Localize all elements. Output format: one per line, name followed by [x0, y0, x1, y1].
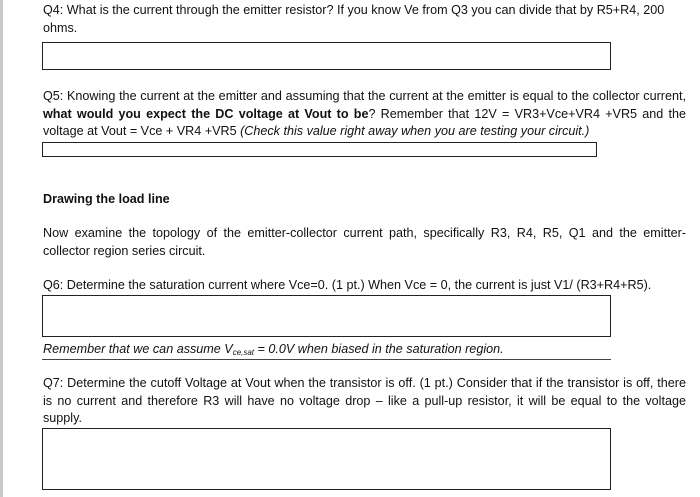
remember-underline [42, 359, 611, 360]
q6-text: Q6: Determine the saturation current where Vce=0. (1 pt.) When Vce = 0, the current is just V1/ (R3+R4+R5). [43, 278, 652, 292]
page-left-border [0, 0, 3, 497]
q5-text [43, 88, 686, 141]
q6-answer-box[interactable] [42, 295, 611, 337]
q5-text-italic: (Check this value right away when you are testing your circuit.) [240, 124, 590, 138]
q5-text-part2: ? Remember that 12V = VR3+Vce+VR4 +VR5 and the voltage at Vout = Vce + VR4 +VR5 [43, 106, 686, 138]
q7-text: Q7: Determine the cutoff Voltage at Vout when the transistor is off. (1 pt.) Consider that if the transistor is off, there is no current and therefore R3 will have no voltage drop – like a pull-up resistor, it will be equal to the voltage supply. [43, 376, 686, 425]
vce-sat-subscript: ce,sat [232, 348, 255, 357]
q5-answer-box[interactable] [42, 142, 597, 157]
q4-text: Q4: What is the current through the emitter resistor? If you know Ve from Q3 you can divide that by R5+R4, 200 ohms. [43, 3, 665, 35]
remember-before: Remember that we can assume V [43, 342, 233, 356]
remember-after: = 0.0V when biased in the saturation region. [254, 342, 504, 356]
q4-answer-box[interactable] [42, 42, 611, 70]
q5-text-part1: Q5: Knowing the current at the emitter and assuming that the current at the emitter is equal to the collector current, [43, 89, 686, 103]
load-line-intro: Now examine the topology of the emitter-collector current path, specifically R3, R4, R5, Q1 and the emitter-collector region series circuit. [43, 226, 686, 258]
q7-answer-box[interactable] [42, 428, 611, 490]
load-line-heading: Drawing the load line [43, 192, 170, 206]
q5-text-bold: what would you expect the DC voltage at Vout to be [43, 106, 369, 121]
